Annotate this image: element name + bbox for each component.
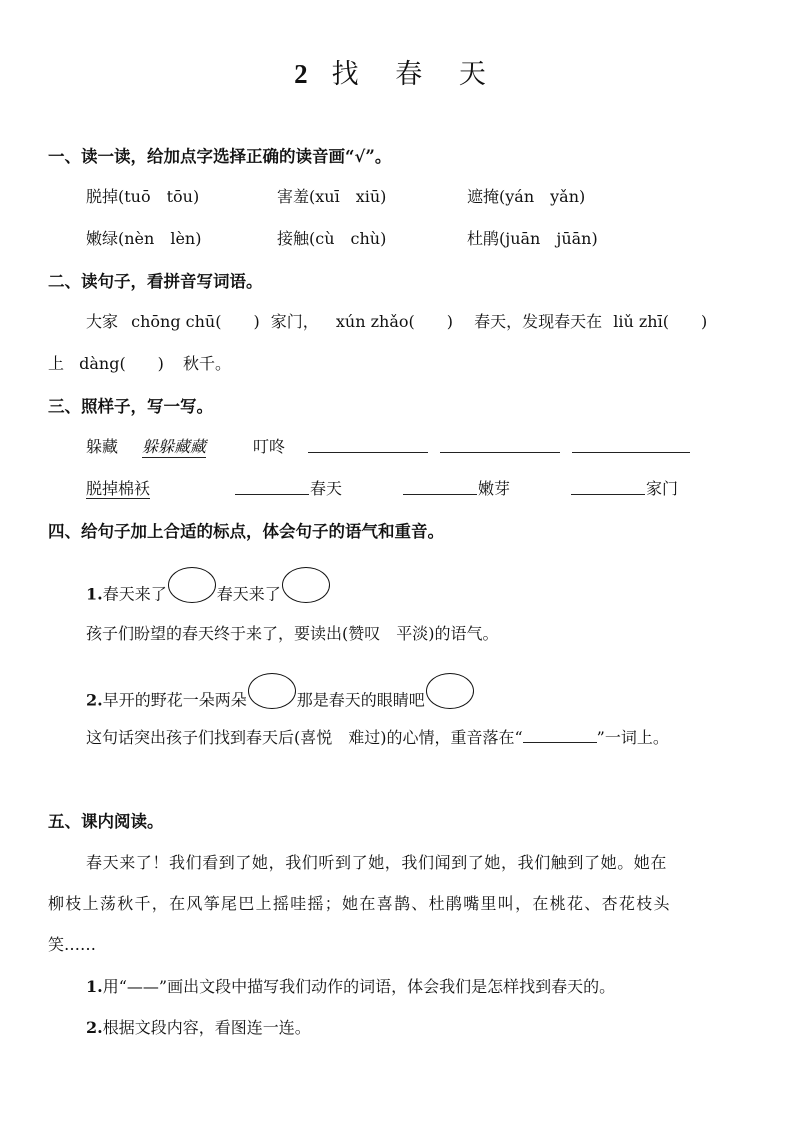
pinyin-choice[interactable]: 害羞(xuī xiū): [277, 187, 387, 206]
pinyin-blank[interactable]: xún zhǎo( ): [335, 312, 454, 331]
sentence-line-1: [86, 309, 707, 332]
text: 大家: [86, 312, 119, 331]
prompt-word: 春天: [310, 479, 343, 498]
section-2-heading: 二、读句子，看拼音写词语。: [48, 272, 263, 291]
answer-blank[interactable]: [308, 452, 428, 453]
pinyin-choice[interactable]: 遮掩(yán yǎn): [467, 187, 586, 206]
text: 家门，: [270, 312, 319, 331]
punctuation-question-1: [86, 577, 331, 613]
question-number: 2.: [86, 1018, 103, 1037]
text: 秋千。: [183, 354, 232, 373]
tone-note-1[interactable]: 孩子们盼望的春天终于来了，要读出(赞叹 平淡)的语气。: [86, 624, 499, 643]
answer-blank[interactable]: [440, 452, 560, 453]
pinyin-blank[interactable]: dàng( ): [79, 354, 164, 373]
section-1-heading: 一、读一读，给加点字选择正确的读音画“√”。: [48, 147, 392, 166]
example-phrase-text: 脱掉棉袄: [86, 479, 151, 498]
question-number: 1.: [86, 977, 103, 996]
punctuation-circle[interactable]: [282, 567, 330, 603]
punctuation-circle[interactable]: [168, 567, 216, 603]
lesson-number: 2: [294, 59, 310, 89]
page-title: [0, 52, 794, 91]
pinyin-choice[interactable]: 嫩绿(nèn lèn): [86, 229, 202, 248]
punctuation-question-2: [86, 683, 475, 719]
pinyin-choice[interactable]: 脱掉(tuō tōu): [86, 187, 200, 206]
text: ”一词上。: [596, 728, 669, 747]
example-answer: 躲躲藏藏: [142, 434, 206, 458]
answer-blank[interactable]: [571, 494, 645, 495]
answer-blank[interactable]: [235, 494, 309, 495]
answer-blank[interactable]: [572, 452, 690, 453]
lesson-title: 找 春 天: [331, 59, 500, 90]
answer-blank[interactable]: [403, 494, 477, 495]
section-4-heading: 四、给句子加上合适的标点，体会句子的语气和重音。: [48, 522, 444, 541]
reading-question-1: [86, 974, 615, 997]
text[interactable]: 这句话突出孩子们找到春天后(喜悦 难过)的心情，重音落在“: [86, 728, 523, 747]
pinyin-blank[interactable]: liǔ zhī( ): [613, 312, 708, 331]
text: 上: [48, 354, 65, 373]
pinyin-choice[interactable]: 接触(cù chù): [277, 229, 387, 248]
tone-note-2: [86, 725, 669, 748]
example-phrase: [86, 476, 150, 499]
reading-question-2: [86, 1015, 311, 1038]
section-3-heading: 三、照样子，写一写。: [48, 397, 213, 416]
question-number: 1.: [86, 584, 103, 604]
pinyin-choice[interactable]: 杜鹃(juān jūān): [467, 229, 598, 248]
answer-blank[interactable]: [523, 726, 597, 743]
text: 春天来了: [216, 584, 281, 604]
prompt-word: 家门: [646, 479, 679, 498]
text: 春天来了: [102, 584, 167, 604]
punctuation-circle[interactable]: [248, 673, 296, 709]
example-word: 躲藏: [86, 437, 119, 456]
punctuation-circle[interactable]: [426, 673, 474, 709]
prompt-word: 嫩芽: [478, 479, 511, 498]
passage-line: 柳枝上荡秋千，在风筝尾巴上摇哇摇；她在喜鹊、杜鹃嘴里叫，在桃花、杏花枝头: [48, 894, 671, 913]
text: 春天，发现春天在: [474, 312, 603, 331]
prompt-word: 叮咚: [253, 437, 286, 456]
question-number: 2.: [86, 690, 103, 710]
pinyin-blank[interactable]: chōng chū( ): [131, 312, 260, 331]
passage-line: 春天来了！我们看到了她，我们听到了她，我们闻到了她，我们触到了她。她在: [86, 853, 668, 872]
question-text: 根据文段内容，看图连一连。: [102, 1018, 311, 1037]
text: 早开的野花一朵两朵: [102, 690, 247, 710]
section-5-heading: 五、课内阅读。: [48, 812, 164, 831]
passage-line: 笑……: [48, 935, 97, 954]
question-text: 用“——”画出文段中描写我们动作的词语，体会我们是怎样找到春天的。: [102, 977, 616, 996]
sentence-line-2: [48, 351, 231, 374]
text: 那是春天的眼睛吧: [296, 690, 425, 710]
